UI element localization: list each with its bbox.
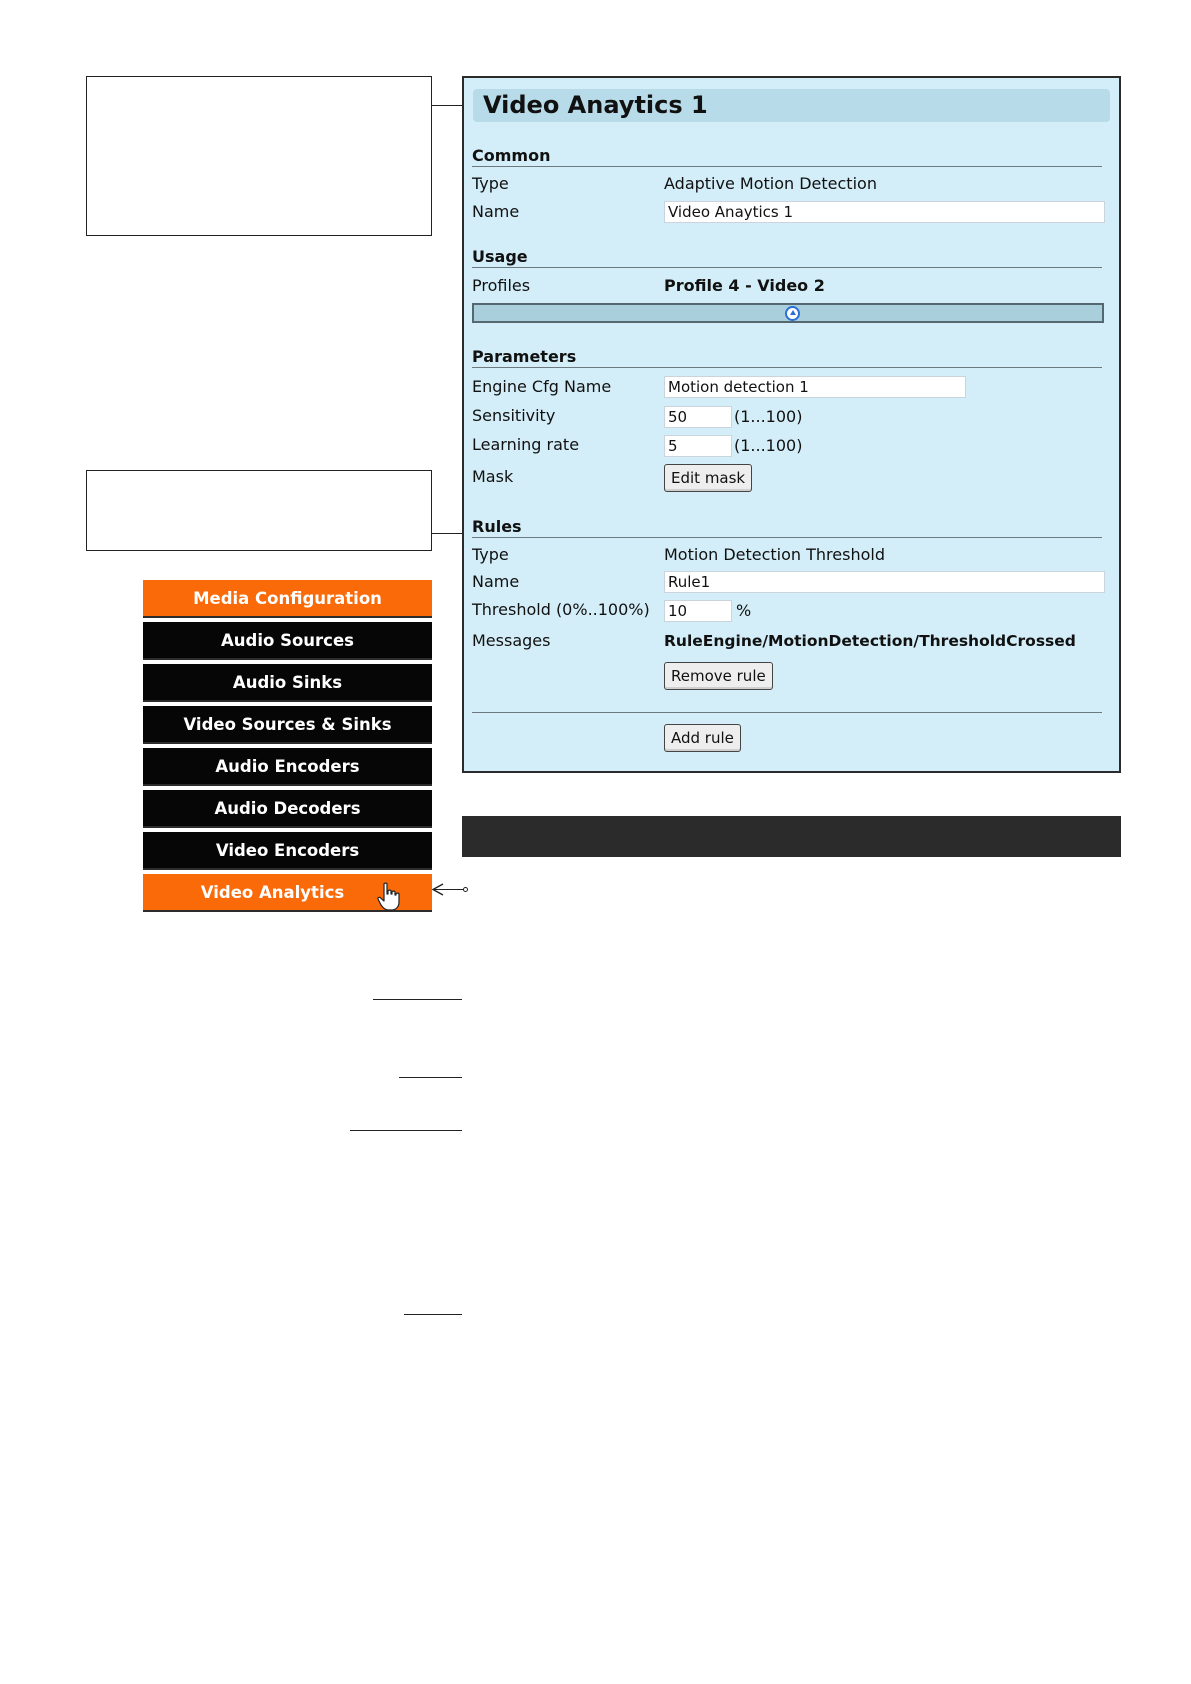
messages-label: Messages (472, 631, 551, 650)
underline-rule-2 (399, 1077, 462, 1078)
common-name-input[interactable]: Video Anaytics 1 (664, 201, 1105, 223)
panel-title: Video Anaytics 1 (473, 89, 1110, 122)
messages-value: RuleEngine/MotionDetection/ThresholdCrossed (664, 632, 1076, 650)
dark-caption-bar (462, 816, 1121, 857)
mask-label: Mask (472, 467, 514, 486)
underline-rule-4 (404, 1314, 462, 1315)
section-usage-heading: Usage (472, 248, 1102, 268)
arrow-left-icon (432, 883, 444, 896)
section-parameters-heading: Parameters (472, 348, 1102, 368)
common-name-label: Name (472, 202, 520, 221)
menu-item-label: Audio Encoders (215, 757, 360, 776)
learning-rate-range: (1...100) (734, 436, 803, 455)
engine-cfg-label: Engine Cfg Name (472, 377, 612, 396)
menu-item-audio-encoders[interactable] (143, 748, 432, 786)
menu-item-label: Video Analytics (200, 883, 345, 902)
menu-item-video-analytics[interactable] (143, 874, 432, 912)
learning-rate-input[interactable]: 5 (664, 435, 732, 457)
menu-item-audio-sinks[interactable] (143, 664, 432, 702)
threshold-unit: % (736, 601, 752, 620)
common-type-label: Type (472, 174, 509, 193)
profiles-scrollbar[interactable] (472, 303, 1104, 323)
edit-mask-button[interactable]: Edit mask (664, 464, 752, 492)
leader-dot-menu (463, 887, 468, 892)
leader-line-rules (432, 533, 465, 534)
profiles-value: Profile 4 - Video 2 (664, 276, 825, 295)
rules-name-label: Name (472, 572, 520, 591)
menu-item-label: Audio Sinks (232, 673, 343, 692)
video-analytics-panel (462, 76, 1121, 773)
menu-item-label: Media Configuration (193, 589, 382, 608)
menu-item-video-sources-sinks[interactable] (143, 706, 432, 744)
rules-type-value: Motion Detection Threshold (664, 545, 885, 564)
menu-item-label: Video Encoders (215, 841, 360, 860)
leader-line-title (432, 105, 465, 106)
threshold-label: Threshold (0%..100%) (472, 600, 650, 619)
add-rule-button[interactable]: Add rule (664, 724, 741, 752)
callout-box-middle (86, 470, 432, 551)
threshold-input[interactable]: 10 (664, 600, 732, 622)
sensitivity-label: Sensitivity (472, 406, 556, 425)
remove-rule-button[interactable]: Remove rule (664, 662, 773, 690)
sensitivity-input[interactable]: 50 (664, 406, 732, 428)
menu-item-label: Audio Decoders (214, 799, 361, 818)
scroll-up-icon[interactable] (785, 306, 800, 321)
menu-item-media-configuration[interactable] (143, 580, 432, 618)
menu-item-video-encoders[interactable] (143, 832, 432, 870)
hand-pointer-icon (376, 882, 402, 912)
rules-name-input[interactable]: Rule1 (664, 571, 1105, 593)
learning-rate-label: Learning rate (472, 435, 580, 454)
rules-type-label: Type (472, 545, 509, 564)
profiles-label: Profiles (472, 276, 531, 295)
section-rules-heading: Rules (472, 518, 1102, 538)
menu-item-label: Video Sources & Sinks (183, 715, 392, 734)
sensitivity-range: (1...100) (734, 407, 803, 426)
callout-box-top (86, 76, 432, 236)
menu-item-audio-sources[interactable] (143, 622, 432, 660)
underline-rule-1 (373, 999, 462, 1000)
section-common-heading: Common (472, 147, 1102, 167)
underline-rule-3 (350, 1130, 462, 1131)
common-type-value: Adaptive Motion Detection (664, 174, 877, 193)
engine-cfg-input[interactable]: Motion detection 1 (664, 376, 966, 398)
menu-item-label: Audio Sources (221, 631, 354, 650)
menu-item-audio-decoders[interactable] (143, 790, 432, 828)
rules-divider (472, 712, 1102, 713)
